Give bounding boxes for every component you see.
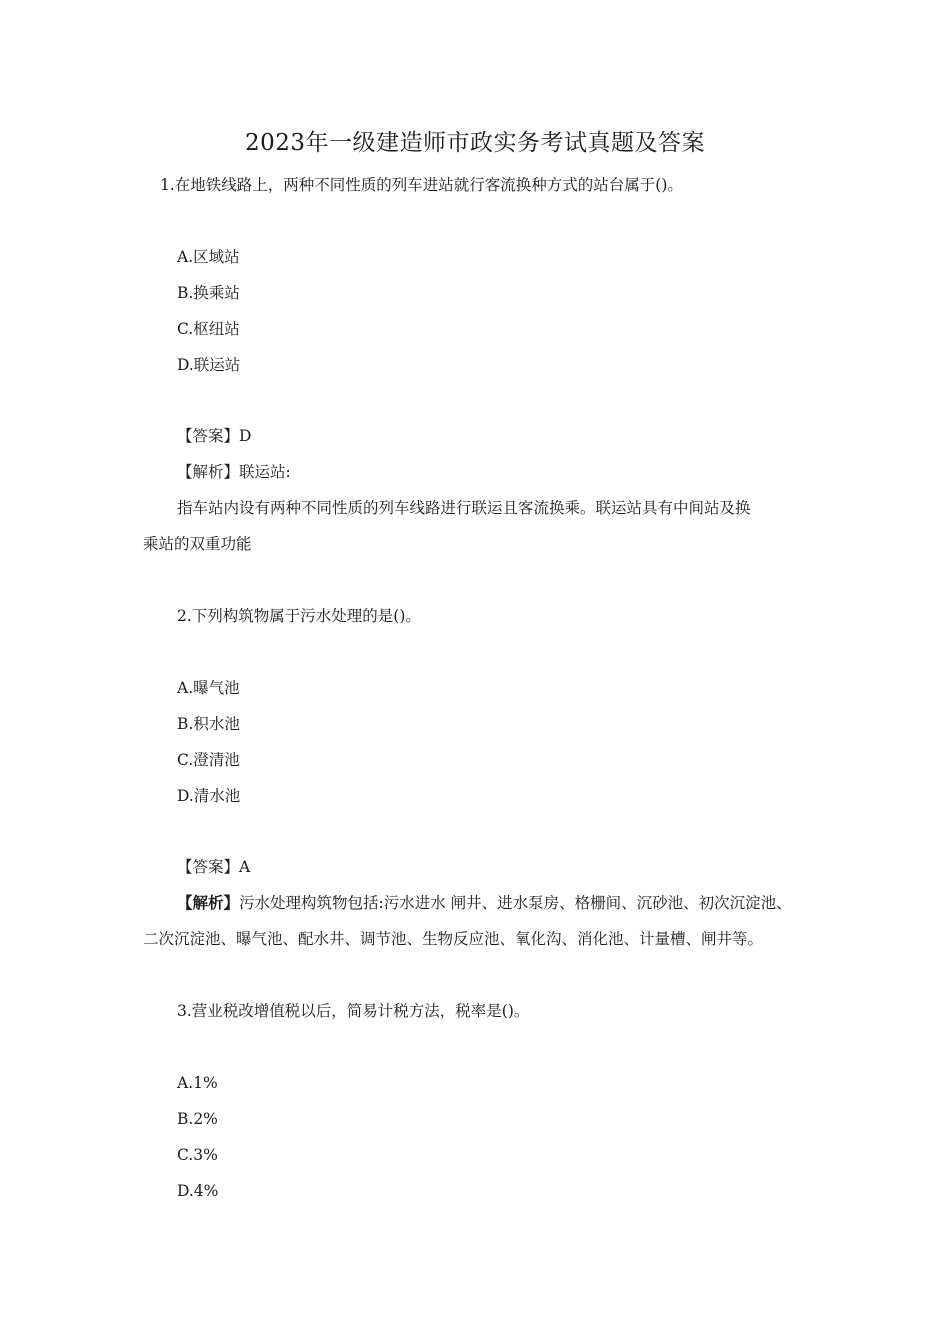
question-1-option-a: A.区域站 (177, 248, 240, 266)
question-1-option-d: D.联运站 (177, 356, 241, 374)
question-2-analysis-line-2: 二次沉淀池、曝气池、配水井、调节池、生物反应池、氧化沟、消化池、计量槽、闸井等。 (143, 930, 764, 948)
question-1-analysis-label: 【解析】联运站: (177, 463, 291, 481)
question-3-text: 3.营业税改增值税以后，简易计税方法，税率是()。 (177, 1002, 530, 1020)
question-2-option-a: A.曝气池 (177, 679, 240, 697)
question-1-analysis-line-1: 指车站内设有两种不同性质的列车线路进行联运且客流换乘。联运站具有中间站及换 (177, 499, 751, 517)
question-2-analysis-line-1 (177, 893, 792, 913)
question-2-text: 2.下列构筑物属于污水处理的是()。 (177, 607, 421, 625)
question-3-option-b: B.2% (177, 1110, 218, 1128)
question-1-option-c: C.枢纽站 (177, 320, 240, 338)
question-2-analysis-label: 【解析】 (177, 893, 240, 912)
question-1-option-b: B.换乘站 (177, 284, 240, 302)
question-2-answer: 【答案】A (177, 858, 251, 876)
question-2-option-c: C.澄清池 (177, 751, 240, 769)
question-2-option-d: D.清水池 (177, 787, 241, 805)
question-3-option-c: C.3% (177, 1146, 218, 1164)
question-3-option-a: A.1% (177, 1074, 218, 1092)
question-1-answer: 【答案】D (177, 427, 252, 445)
question-2-option-b: B.积水池 (177, 715, 240, 733)
document-title: 2023年一级建造师市政实务考试真题及答案 (244, 130, 706, 156)
question-3-option-d: D.4% (177, 1182, 219, 1200)
question-1-analysis-line-2: 乘站的双重功能 (143, 535, 252, 553)
question-1-text: 1.在地铁线路上，两种不同性质的列车进站就行客流换种方式的站台属于()。 (160, 176, 683, 194)
question-2-analysis-text: 污水处理构筑物包括:污水进水 闸井、进水泵房、格栅间、沉砂池、初次沉淀池、 (239, 894, 792, 912)
